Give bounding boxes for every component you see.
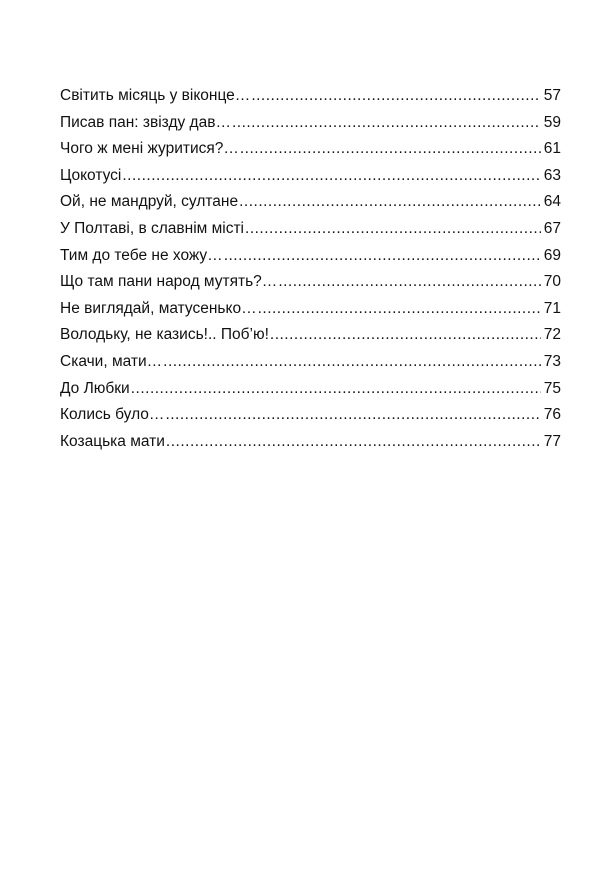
toc-entry[interactable] [60, 349, 561, 376]
toc-dot-leader [278, 269, 540, 296]
toc-entry-title: Цокотусі [60, 166, 122, 184]
toc-dot-leader [251, 83, 540, 110]
toc-dot-leader [122, 163, 540, 190]
toc-entry-page: 77 [543, 432, 561, 450]
toc-entry[interactable] [60, 269, 561, 296]
toc-entry[interactable] [60, 402, 561, 429]
toc-entry-title: Скачи, мати… [60, 352, 163, 370]
toc-dot-leader [270, 322, 541, 349]
toc-dot-leader [232, 110, 541, 137]
toc-entry-title: Не виглядай, матусенько… [60, 299, 257, 317]
toc-entry-page: 57 [543, 87, 561, 104]
toc-dot-leader [239, 189, 541, 216]
toc-entry[interactable] [60, 136, 561, 163]
toc-entry-page: 59 [543, 113, 561, 131]
toc-entry-page: 61 [543, 140, 561, 158]
toc-entry-title: До Любки [60, 379, 130, 397]
toc-dot-leader [131, 376, 541, 403]
toc-dot-leader [165, 402, 540, 429]
toc-entry-page: 75 [543, 379, 561, 397]
toc-entry[interactable] [60, 296, 561, 323]
toc-entry-page: 63 [543, 166, 561, 184]
toc-entry-title: Колись було… [60, 406, 165, 424]
toc-entry[interactable] [60, 110, 561, 137]
toc-entry-page: 72 [543, 326, 561, 344]
toc-entry-title: Писав пан: звізду дав… [60, 113, 231, 131]
toc-entry-page: 69 [543, 246, 561, 264]
toc-dot-leader [163, 349, 541, 376]
toc-entry-page: 67 [543, 219, 561, 237]
toc-entry-title: Світить місяць у віконце… [60, 87, 251, 104]
toc-entry-title: Козацька мати [60, 432, 165, 450]
toc-entry-title: Чого ж мені журитися?… [60, 140, 239, 158]
toc-entry[interactable] [60, 189, 561, 216]
toc-entry[interactable] [60, 243, 561, 270]
toc-entry[interactable] [60, 163, 561, 190]
toc-entry-page: 71 [543, 299, 561, 317]
toc-dot-leader [240, 136, 541, 163]
toc-entry[interactable] [60, 322, 561, 349]
toc-entry-page: 76 [543, 406, 561, 424]
toc-entry-title: Ой, не мандруй, султане [60, 193, 239, 211]
toc-entry-page: 73 [543, 352, 561, 370]
toc-entry[interactable] [60, 429, 561, 456]
toc-entry-title: У Полтаві, в славнім місті [60, 219, 245, 237]
toc-dot-leader [258, 296, 541, 323]
toc-dot-leader [166, 429, 541, 456]
toc-entry-title: Що там пани народ мутять?… [60, 273, 278, 291]
toc-entry-title: Тим до тебе не хожу… [60, 246, 223, 264]
toc-entry[interactable] [60, 83, 561, 110]
table-of-contents [60, 83, 561, 455]
toc-dot-leader [245, 216, 541, 243]
toc-entry-page: 70 [543, 273, 561, 291]
toc-entry-page: 64 [543, 193, 561, 211]
toc-dot-leader [224, 243, 541, 270]
toc-entry-title: Володьку, не казись!.. Поб’ю! [60, 326, 269, 344]
toc-entry[interactable] [60, 216, 561, 243]
toc-entry[interactable] [60, 376, 561, 403]
